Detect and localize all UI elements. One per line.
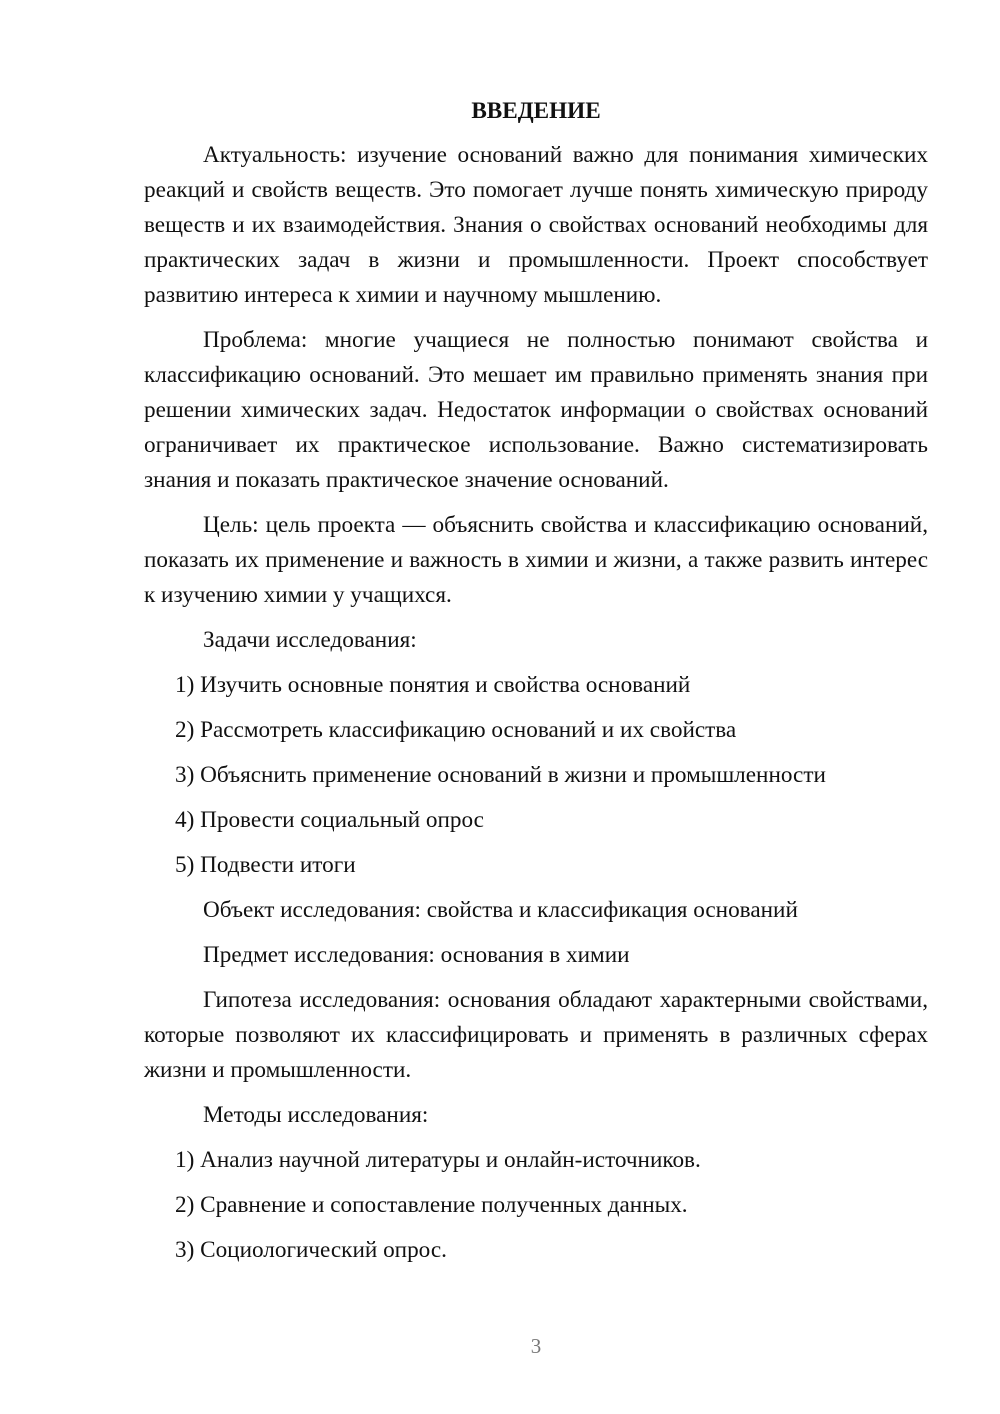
section-title: ВВЕДЕНИЕ (471, 98, 601, 124)
tasks-heading: Задачи исследования: (203, 627, 417, 653)
research-subject: Предмет исследования: основания в химии (203, 942, 630, 968)
relevance-paragraph: Актуальность: изучение оснований важно для понимания химических реакций и свойств веществ. Это помогает лучше понять химическую природу веществ и их взаимодействия. Знания о свойствах оснований необходимы для практических задач в жизни и промышленности. Проект способствует развитию интереса к химии и научному мышлению. (144, 142, 928, 308)
method-item: 2) Сравнение и сопоставление полученных данных. (175, 1192, 688, 1218)
document-page (144, 94, 928, 1278)
tasks-list (144, 668, 928, 883)
methods-heading: Методы исследования: (203, 1102, 429, 1128)
task-item: 3) Объяснить применение оснований в жизни и промышленности (175, 762, 826, 788)
task-item: 1) Изучить основные понятия и свойства оснований (175, 672, 691, 698)
task-item: 4) Провести социальный опрос (175, 807, 484, 833)
problem-paragraph: Проблема: многие учащиеся не полностью понимают свойства и классификацию оснований. Это мешает им правильно применять знания при решении химических задач. Недостаток информации о свойствах оснований ограничивает их практическое использование. Важно систематизировать знания и показать практическое значение оснований. (144, 327, 928, 493)
research-object: Объект исследования: свойства и классификация оснований (203, 897, 798, 923)
page-number: 3 (530, 1334, 542, 1358)
methods-list (144, 1143, 928, 1268)
task-item: 2) Рассмотреть классификацию оснований и их свойства (175, 717, 737, 743)
goal-paragraph: Цель: цель проекта — объяснить свойства и классификацию оснований, показать их применение и важность в химии и жизни, а также развить интерес к изучению химии у учащихся. (144, 512, 928, 608)
method-item: 3) Социологический опрос. (175, 1237, 447, 1263)
task-item: 5) Подвести итоги (175, 852, 356, 878)
hypothesis-paragraph: Гипотеза исследования: основания обладают характерными свойствами, которые позволяют их классифицировать и применять в различных сферах жизни и промышленности. (144, 987, 928, 1083)
method-item: 1) Анализ научной литературы и онлайн-источников. (175, 1147, 701, 1173)
